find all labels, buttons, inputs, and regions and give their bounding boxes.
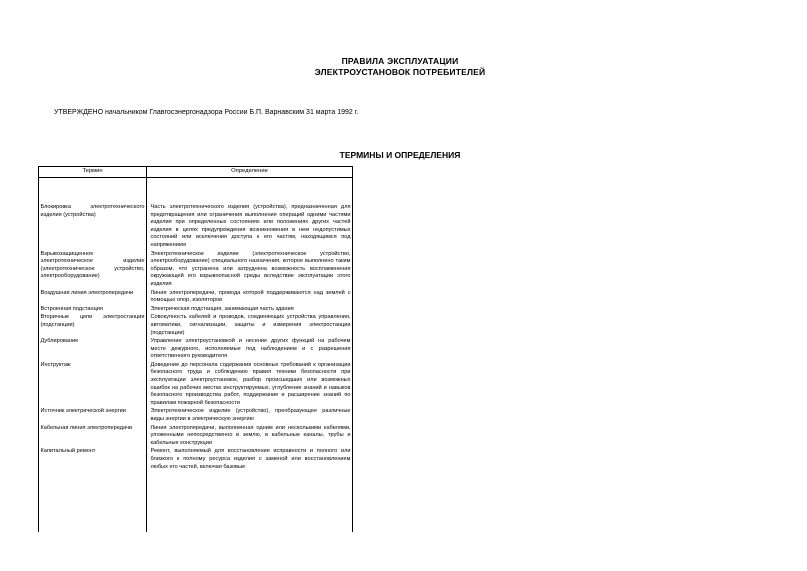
definition-cell: Доведение до персонала содержания основных требований к организации безопасного труда и соблюдению правил техники безопасности при эксплуатации электроустановок, разбор происшедших или возможных ошибок на рабочих местах инструктируемых, углубление знаний и навыков безопасного производства работ, поддержание и расширение знаний по правилам пожарной безопасности — [150, 361, 351, 406]
term-cell: Капитальный ремонт — [40, 448, 96, 455]
definition-cell: Электрическая подстанция, занимающая часть здания — [150, 305, 294, 312]
table-column-divider — [146, 166, 147, 532]
definition-cell: Часть электротехнического изделия (устройства), предназначенная для предотвращения или ограничения выполнения операций одними частями изделия при определенных состояниях или положениях других частей изделия в целях предупреждения возникновения в нем недопустимых состояний или исключения доступа к его частям, находящимся под напряжением — [150, 204, 351, 248]
table-row — [39, 362, 353, 409]
term-cell: Встроенная подстанция — [40, 305, 103, 312]
document-title — [250, 56, 550, 78]
header-definition: Определение — [147, 167, 353, 178]
term-cell: Инструктаж — [40, 361, 71, 368]
table-header-row — [39, 167, 353, 178]
section-title: ТЕРМИНЫ И ОПРЕДЕЛЕНИЯ — [339, 150, 461, 160]
definition-cell: Электротехническое изделие (электротехническое устройство, электрооборудование) специального назначения, которое выполнено таким образом, что устранена или затруднена возможность воспламенения окружающей его взрывоопасной среды вследствие эксплуатации этого изделия — [150, 250, 351, 287]
table-row — [39, 408, 353, 424]
table-spacer-row — [39, 178, 353, 205]
term-cell: Дублирование — [40, 338, 79, 345]
definition-cell: Совокупность кабелей и проводов, соединяющих устройства управления, автоматики, сигнализации, защиты и измерения электростанции (подстанции) — [150, 314, 351, 336]
definition-cell: Линия электропередачи, провода которой поддерживаются над землей с помощью опор, изоляторов — [150, 289, 351, 304]
definition-cell: Электротехническое изделие (устройство), преобразующее различные виды энергии в электрическую энергию — [150, 408, 351, 423]
table-row — [39, 448, 353, 472]
table-row — [39, 204, 353, 251]
table-row — [39, 290, 353, 306]
definition-cell: Линия электропередачи, выполненная одним или несколькими кабелями, уложенными непосредственно в землю, в кабельные каналы, трубы и кабельные конструкции — [150, 424, 351, 446]
term-cell: Источник электрической энергии — [40, 408, 126, 415]
table-row — [39, 251, 353, 290]
approval-note: УТВЕРЖДЕНО начальником Главгосэнергонадзора России Б.П. Варнавским 31 марта 1992 г. — [54, 109, 359, 116]
table-left-border — [38, 166, 39, 532]
definition-cell: Ремонт, выполняемый для восстановления исправности и полного или близкого к полному ресурса изделия с заменой или восстановлением любых его частей, включая базовые — [150, 448, 351, 470]
term-cell: Воздушная линия электропередачи — [40, 289, 134, 296]
definition-cell: Управление электроустановкой и несение других функций на рабочем месте дежурного, исполняемые под наблюдением и с разрешения ответственного руководителя — [150, 338, 351, 360]
table-row — [39, 338, 353, 362]
table-row — [39, 314, 353, 338]
table-row — [39, 425, 353, 449]
table-right-border — [352, 166, 353, 532]
terms-table — [38, 166, 353, 472]
term-cell: Блокировка электротехнического изделия (устройства) — [40, 204, 145, 218]
term-cell: Вторичные цепи электростанции (подстанции) — [40, 314, 145, 328]
term-cell: Кабельная линия электропередачи — [40, 424, 133, 431]
term-cell: Взрывозащищенное электротехническое изделие (электротехническое устройство, электрооборудование) — [40, 250, 145, 280]
header-term: Термин — [39, 167, 147, 178]
title-line-2: ЭЛЕКТРОУСТАНОВОК ПОТРЕБИТЕЛЕЙ — [314, 67, 486, 77]
title-line-1: ПРАВИЛА ЭКСПЛУАТАЦИИ — [341, 56, 459, 66]
